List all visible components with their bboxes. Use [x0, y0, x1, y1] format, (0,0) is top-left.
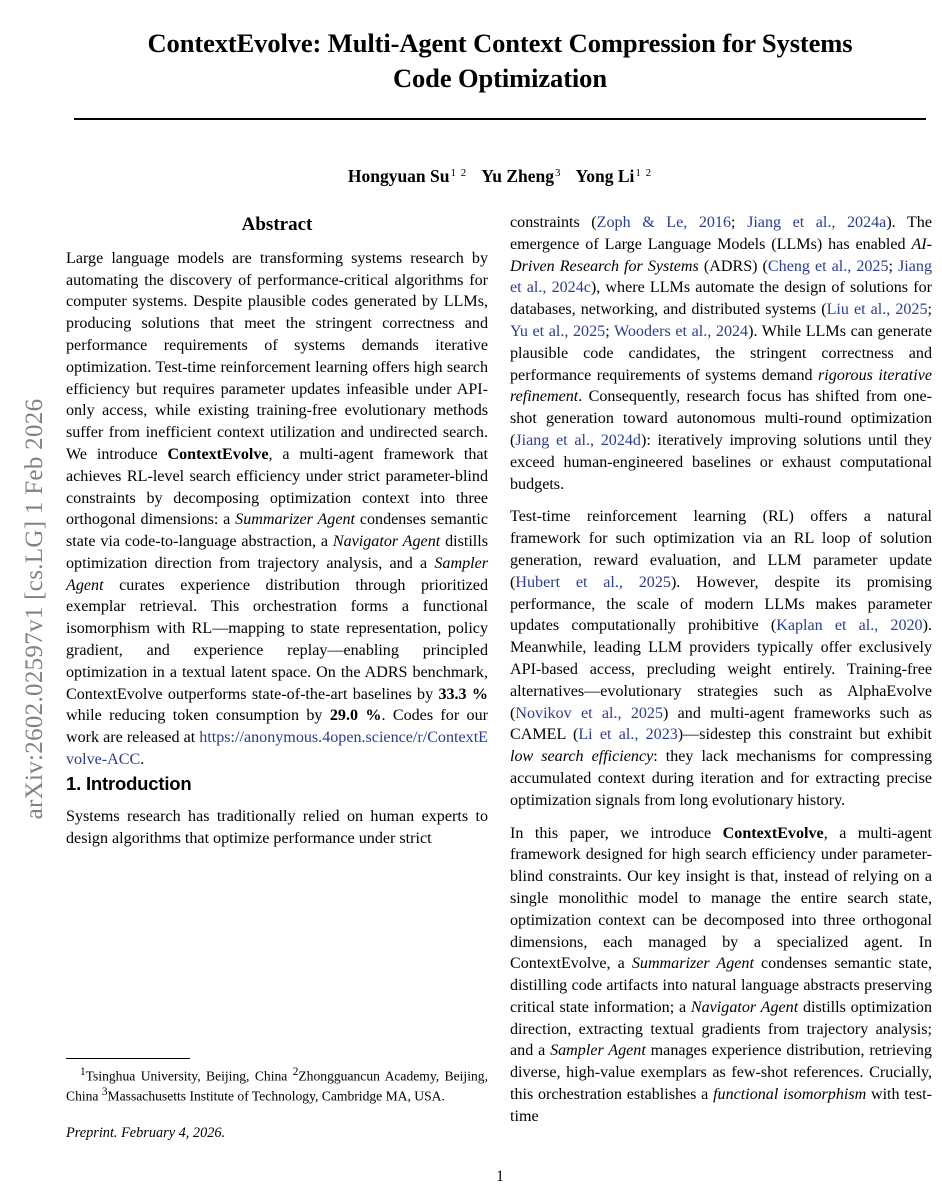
citation-link[interactable]: Kaplan et al., 2020: [776, 617, 923, 635]
introduction-paragraph: [66, 806, 488, 850]
author-3: [576, 166, 653, 186]
preprint-note: Preprint. February 4, 2026.: [66, 1125, 226, 1142]
citation-link[interactable]: Zoph & Le, 2016: [596, 214, 732, 231]
footnote-area: [66, 1058, 488, 1142]
text-run: distills optimization direction, extracting textual gradients from trajectory analysis; and a: [510, 998, 933, 1060]
text-run: condenses semantic state via code-to-language abstraction, a: [66, 511, 489, 551]
author-affiliation-marks: 1 2: [450, 166, 468, 179]
author-affiliation-marks: 3: [555, 166, 562, 179]
italic-text: low search efficiency: [510, 748, 654, 766]
citation-link[interactable]: Novikov et al., 2025: [515, 704, 664, 722]
author-name: Yong Li: [575, 166, 635, 187]
abstract-text: [66, 248, 488, 771]
bold-text: ContextEvolve: [167, 445, 269, 463]
text-run: ), where LLMs automate the design of solutions for databases, networking, and distributed systems (: [510, 279, 932, 319]
italic-text: AI-Driven Research for Systems: [510, 235, 932, 275]
left-column: [66, 212, 488, 850]
author-line: [66, 166, 934, 187]
paper-page: [58, 0, 942, 1200]
text-run: .: [140, 751, 145, 769]
body-columns: [58, 212, 942, 1172]
text-run: Test-time reinforcement learning (RL) offers a natural framework for such optimization via an RL loop of solution generation, reward evaluation, and LLM parameter update (: [510, 508, 932, 591]
footnote-divider: [66, 1058, 190, 1059]
bold-text: ContextEvolve: [722, 824, 824, 842]
text-run: ;: [927, 301, 932, 319]
citation-link[interactable]: Jiang et al., 2024d: [515, 431, 641, 449]
abstract-heading: Abstract: [241, 214, 313, 235]
text-run: , a multi-agent framework that achieves RL-level search efficiency under strict parameter-blind constraints by decomposing optimization context into three orthogonal dimensions: a: [66, 445, 488, 529]
author-2: [481, 166, 561, 186]
citation-link[interactable]: Yu et al., 2025: [510, 322, 606, 340]
page-title: ContextEvolve: Multi-Agent Context Compression for Systems Code Optimization: [147, 28, 853, 94]
text-run: ;: [731, 214, 748, 231]
arxiv-stamp-text: arXiv:2602.02597v1 [cs.LG] 1 Feb 2026: [21, 398, 48, 820]
affiliation-marker: 1: [80, 1066, 86, 1078]
text-run: . Consequently, research focus has shifted from one-shot generation toward autonomous multi-round optimization (: [510, 388, 932, 449]
author-name: Hongyuan Su: [347, 166, 450, 187]
text-run: Tsinghua University, Beijing, China: [85, 1068, 293, 1084]
italic-text: Summarizer Agent: [631, 955, 754, 973]
title-block: [58, 0, 942, 187]
affiliation-marker: 2: [292, 1066, 299, 1078]
text-run: condenses semantic state, distilling code artifacts into natural language abstracts preserving critical state information; a: [510, 955, 932, 1016]
text-run: ). The emergence of Large Language Models (LLMs) has enabled: [510, 214, 933, 253]
author-name: Yu Zheng: [481, 166, 555, 187]
citation-link[interactable]: Liu et al., 2025: [826, 301, 928, 319]
bold-text: 29.0 %: [329, 707, 382, 725]
citation-link[interactable]: Hubert et al., 2025: [515, 573, 671, 591]
author-1: [348, 166, 467, 186]
affiliation-footnote: [66, 1065, 488, 1105]
text-run: ;: [605, 322, 614, 340]
italic-text: Navigator Agent: [332, 533, 441, 551]
text-run: while reducing token consumption by: [66, 707, 330, 725]
text-run: curates experience distribution through prioritized exemplar retrieval. This orchestration forms a functional isomorphism with RL—mapping to state representation, policy gradient, and experience replay—enabling principled optimization in a textual latent space. On the ADRS benchmark, ContextEvolve outperforms state-of-the-art baselines by: [66, 576, 488, 703]
citation-link[interactable]: Li et al., 2023: [578, 726, 678, 744]
introduction-heading: 1. Introduction: [66, 772, 192, 794]
body-paragraph-3: [510, 823, 932, 1128]
citation-link[interactable]: Jiang et al., 2024a: [747, 214, 887, 231]
italic-text: Sampler Agent: [66, 554, 488, 594]
body-paragraph-2: [510, 506, 932, 811]
italic-text: rigorous iterative refinement: [510, 366, 933, 406]
text-run: ). Meanwhile, leading LLM providers typically offer exclusively API-based access, precluding weight entirely. Training-free alternatives—evolutionary strategies such as AlphaEvolve (: [510, 617, 932, 722]
text-run: In this paper, we introduce: [510, 824, 723, 842]
page-number: 1: [496, 1168, 504, 1185]
citation-link[interactable]: Cheng et al., 2025: [767, 257, 889, 275]
text-run: ) and multi-agent frameworks such as CAMEL (: [510, 704, 932, 744]
text-run: Systems research has traditionally relied on human experts to design algorithms that optimize performance under strict: [66, 807, 488, 847]
text-run: constraints (: [510, 214, 597, 231]
repository-url-link[interactable]: https://anonymous.4open.science/r/ContextEvolve-ACC: [66, 729, 488, 769]
text-run: distills optimization direction from trajectory analysis, and a: [66, 533, 489, 572]
citation-link[interactable]: Jiang et al., 2024c: [510, 257, 933, 297]
bold-text: 33.3 %: [438, 685, 488, 703]
italic-text: Navigator Agent: [690, 998, 799, 1016]
title-divider: [74, 118, 926, 120]
text-run: ). However, despite its promising performance, the scale of modern LLMs makes parameter updates computationally prohibitive (: [510, 573, 932, 635]
text-run: Massachusetts Institute of Technology, Cambridge MA, USA.: [107, 1088, 445, 1104]
text-run: )—sidestep this constraint but exhibit: [677, 726, 932, 744]
affiliation-marker: 3: [101, 1086, 108, 1099]
text-run: Large language models are transforming systems research by automating the discovery of performance-critical algorithms for computer systems. Despite plausible codes generated by LLMs, producing solutions that meet the stringent correctness and performance requirements of systems demands iterative optimization. Test-time reinforcement learning offers high search efficiency but requires parameter updates infeasible under API-only access, while existing training-free evolutionary methods suffer from inefficient context utilization and undirected search. We introduce: [66, 249, 488, 463]
italic-text: Sampler Agent: [550, 1042, 646, 1060]
text-run: ). While LLMs can generate plausible code candidates, the stringent correctness and performance requirements of systems demand: [510, 322, 933, 384]
text-run: Zhongguancun Academy, Beijing, China: [66, 1068, 488, 1104]
italic-text: Summarizer Agent: [235, 511, 356, 529]
text-run: . Codes for our work are released at: [66, 707, 489, 747]
text-run: (ADRS) (: [698, 257, 768, 275]
right-column: [510, 212, 932, 1128]
italic-text: functional isomorphism: [713, 1086, 867, 1104]
text-run: : they lack mechanisms for compressing accumulated context during iteration and for extracting precise optimization signals from long evolutionary history.: [510, 748, 932, 809]
author-affiliation-marks: 1 2: [635, 166, 653, 179]
text-run: , a multi-agent framework designed for high search efficiency under parameter-blind constraints. Our key insight is that, instead of relying on a single monolithic model to manage the entire search state, optimization context can be decomposed into three orthogonal dimensions, each managed by a specialized agent. In ContextEvolve, a: [510, 824, 932, 973]
text-run: ): iteratively improving solutions until they exceed human-engineered baselines or exhaust computational budgets.: [510, 431, 932, 493]
arxiv-stamp: [0, 0, 58, 1200]
text-run: ;: [888, 257, 899, 275]
text-run: with test-time: [510, 1086, 932, 1125]
citation-link[interactable]: Wooders et al., 2024: [613, 322, 749, 340]
text-run: manages experience distribution, retrieving diverse, high-value exemplars as few-shot references. Crucially, this orchestration establishes a: [510, 1042, 932, 1104]
body-paragraph-1: [510, 212, 932, 495]
